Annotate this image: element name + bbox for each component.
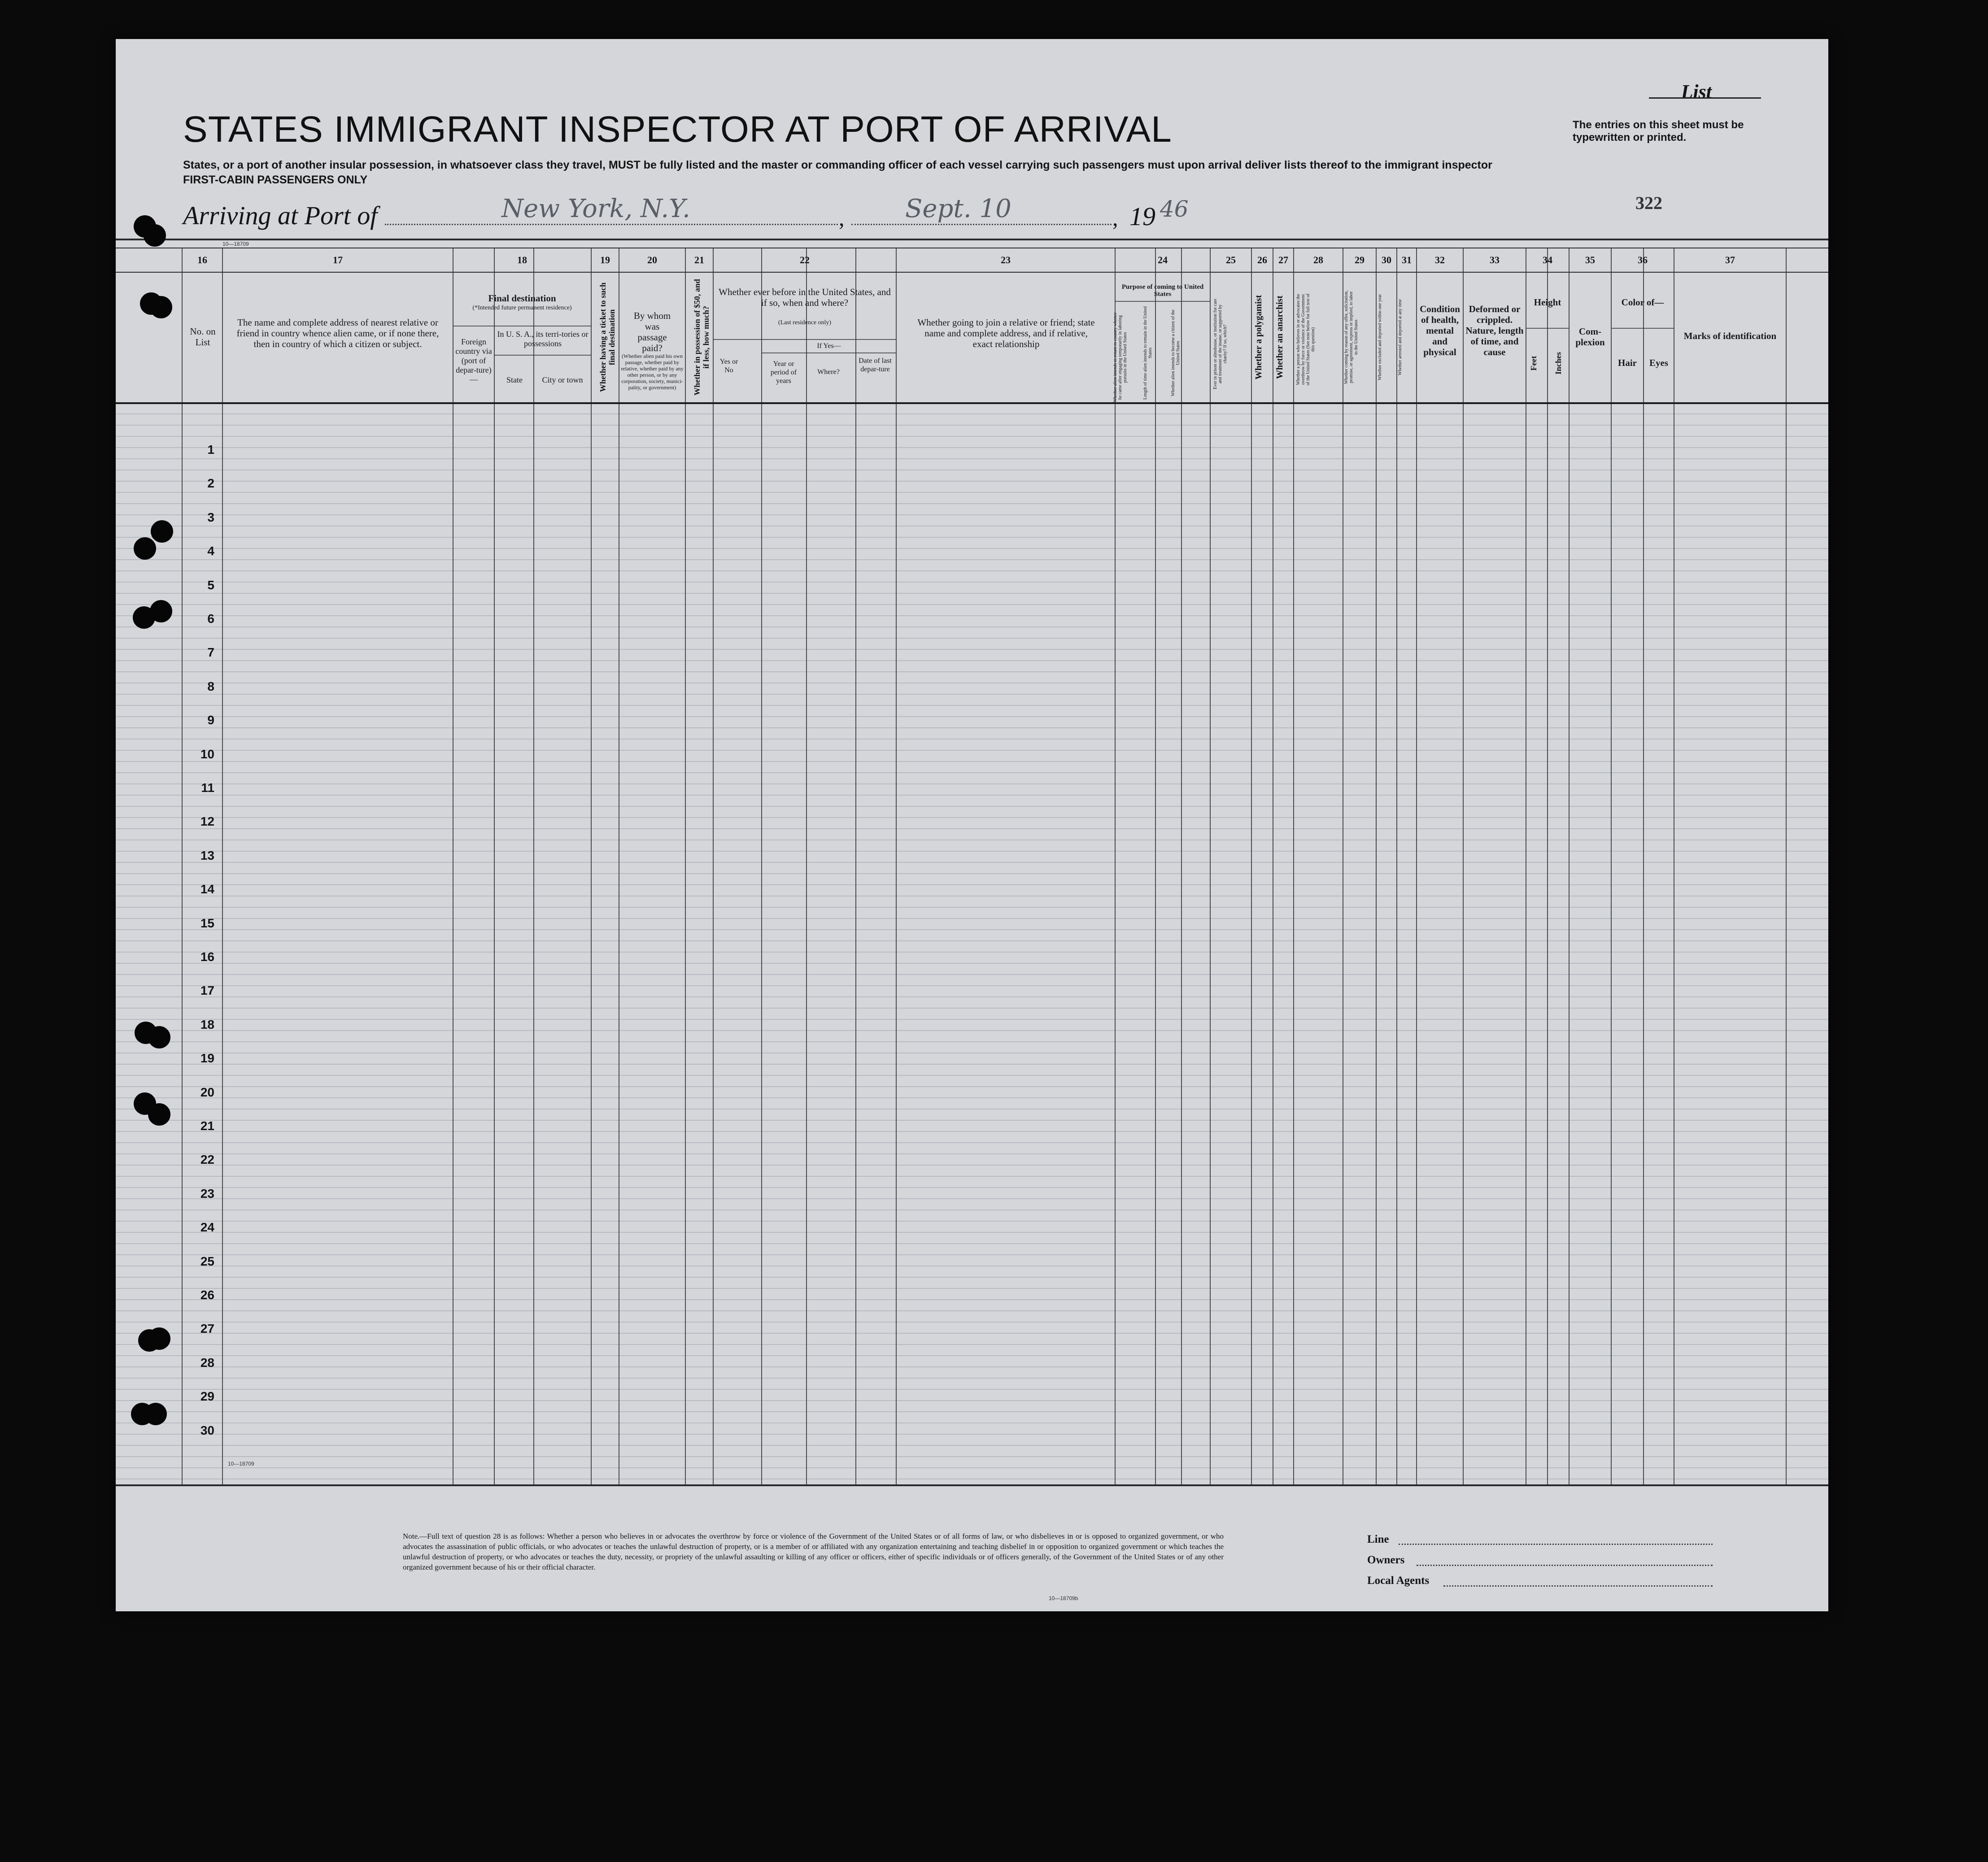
- colnum-17: 17: [333, 254, 343, 265]
- row-number: 6: [207, 612, 214, 626]
- row-number: 7: [207, 645, 214, 659]
- row-number: 16: [200, 950, 214, 964]
- line-fill: [1399, 1544, 1713, 1545]
- year-prefix: 19: [1129, 202, 1155, 231]
- comma-separator: ,: [839, 205, 845, 231]
- header-ever-before-sub: (Last residence only): [778, 319, 832, 326]
- footer-form-code: 10—18709b: [1049, 1595, 1078, 1601]
- header-final-destination-sub: (*Intended future permanent residence): [472, 305, 572, 311]
- row-number: 18: [200, 1018, 214, 1031]
- colnum-28: 28: [1313, 254, 1323, 265]
- row-number: 29: [200, 1389, 214, 1403]
- sheet-number: 322: [1635, 193, 1662, 213]
- header-eyes: Eyes: [1649, 357, 1668, 368]
- colnum-37: 37: [1725, 254, 1735, 265]
- list-label: List: [1681, 81, 1712, 103]
- colnum-20: 20: [647, 254, 657, 265]
- header-purpose-b: Length of time alien intends to remain in the United States: [1143, 306, 1153, 400]
- punch-hole-16: [144, 1403, 167, 1425]
- colnum-22: 22: [800, 254, 810, 265]
- header-nearest-relative: The name and complete address of nearest relative or friend in country whence alien came, or if none there, then in country of which a citizen or subject.: [236, 317, 439, 349]
- manifest-sheet: [116, 39, 1828, 1611]
- owners-fill: [1417, 1565, 1713, 1566]
- form-subtitle: FIRST-CABIN PASSENGERS ONLY: [183, 174, 368, 186]
- header-yes-or-no: Yes or No: [719, 358, 738, 374]
- year-handwritten: 46: [1160, 196, 1189, 222]
- header-color-of: Color of—: [1621, 297, 1664, 308]
- header-purpose-a: Whether alien intends to return to country whence he came after engaging temporarily in laboring pursuits in the United States: [1113, 312, 1128, 403]
- row-number: 12: [200, 814, 214, 828]
- colnum-35: 35: [1585, 254, 1595, 265]
- colnum-26: 26: [1257, 254, 1267, 265]
- colnum-19: 19: [600, 254, 610, 265]
- row-number: 25: [200, 1254, 214, 1268]
- header-state: State: [506, 375, 523, 384]
- row-number: 5: [207, 578, 214, 592]
- form-code-top: 10—18709: [222, 241, 249, 247]
- header-deformed: Deformed or crippled. Nature, length of time, and cause: [1465, 304, 1524, 357]
- header-passage-paid-sub: (Whether alien paid his own passage, whether paid by relative, whether paid by any other person, or by any corporation, society, munici-pality, or government): [621, 353, 684, 391]
- question-28-note: Note.—Full text of question 28 is as follows: Whether a person who believes in or advocates the overthrow by force or violence of the Government of the United States or of all forms of law, or who disbelieves in or is opposed to organized government, or who advocates the assassination of public officials, or who advocates or teaches the unlawful destruction of property, or is a member of or affiliated with any organization entertaining and teaching disbelief in or opposition to organized government or which teaches the unlawful destruction of property, or who advocates or teaches the duty, necessity, or propriety of the unlawful assaulting or killing of any officer or officers, either of specific individuals or of officers generally, of the Government of the United States or of any other organized government because of his or their official character.: [403, 1532, 1224, 1571]
- owners-label: Owners: [1367, 1554, 1405, 1566]
- punch-hole-12: [148, 1103, 170, 1126]
- colnum-30: 30: [1382, 254, 1391, 265]
- header-passage-paid: By whom was passage paid?: [633, 310, 671, 353]
- row-number: 11: [201, 781, 214, 795]
- row-number: 9: [207, 713, 214, 727]
- row-number: 1: [207, 443, 214, 457]
- comma-separator-2: ,: [1112, 205, 1118, 231]
- form-code-bottom: 10—18709: [228, 1461, 254, 1467]
- header-prison: Ever in prison or almshouse, or institution for care and treatment of the insane, or supported by charity? If so, which?: [1213, 299, 1228, 389]
- header-where: Where?: [817, 368, 840, 376]
- header-feet: Feet: [1529, 356, 1538, 371]
- row-number: 4: [207, 544, 214, 558]
- colnum-21: 21: [694, 254, 704, 265]
- colnum-16: 16: [197, 254, 207, 265]
- colnum-23: 23: [1001, 254, 1011, 265]
- punch-hole-5: [151, 520, 173, 543]
- row-number: 2: [207, 476, 214, 490]
- row-number: 28: [200, 1356, 214, 1370]
- header-overthrow: Whether a person who believes in or advocates the overthrow by force or violence of the Government of the United States (See note below for full text of this question): [1296, 293, 1316, 386]
- row-number: 19: [200, 1051, 214, 1065]
- punch-hole-8: [150, 600, 172, 622]
- header-city-town: City or town: [542, 375, 583, 384]
- row-number: 20: [200, 1085, 214, 1099]
- row-number: 10: [200, 747, 214, 761]
- header-ticket: Whether having a ticket to such final destination: [598, 282, 616, 392]
- colnum-25: 25: [1226, 254, 1236, 265]
- row-number: 17: [200, 983, 214, 997]
- header-marks: Marks of identification: [1683, 331, 1777, 341]
- header-final-destination: Final destination: [488, 293, 556, 304]
- header-in-usa: In U. S. A., its terri-tories or possessions: [497, 330, 589, 348]
- colnum-34: 34: [1543, 254, 1552, 265]
- line-label: Line: [1367, 1533, 1389, 1545]
- punch-hole-10: [148, 1026, 170, 1048]
- header-purpose-c: Whether alien intends to become a citizen of the United States: [1171, 309, 1181, 396]
- colnum-33: 33: [1490, 254, 1500, 265]
- header-ever-before: Whether ever before in the United States, and if so, when and where?: [719, 287, 891, 308]
- port-handwritten: New York, N.Y.: [501, 194, 690, 223]
- colnum-24: 24: [1158, 254, 1168, 265]
- row-number: 30: [200, 1423, 214, 1437]
- date-handwritten: Sept. 10: [905, 194, 1011, 223]
- header-if-yes: If Yes—: [817, 342, 841, 350]
- header-labor-offer: Whether coming by reason of any offer, solicitation, promise, or agreement, express or implied, to labor in the United States: [1344, 290, 1359, 384]
- header-period-years: Year or period of years: [770, 360, 797, 385]
- local-agents-label: Local Agents: [1367, 1575, 1430, 1587]
- header-height: Height: [1534, 297, 1561, 308]
- header-purpose: Purpose of coming to United States: [1121, 283, 1204, 298]
- header-complexion: Com-plexion: [1575, 326, 1605, 348]
- header-inches: Inches: [1554, 352, 1563, 375]
- header-condition: Condition of health, mental and physical: [1420, 304, 1460, 357]
- colnum-36: 36: [1638, 254, 1648, 265]
- row-number: 27: [200, 1322, 214, 1336]
- local-agents-fill: [1443, 1585, 1713, 1587]
- header-date-departure: Date of last depar-ture: [859, 357, 892, 373]
- row-number: 23: [200, 1187, 214, 1201]
- header-hair: Hair: [1618, 357, 1637, 368]
- punch-hole-2: [144, 224, 166, 247]
- row-number: 13: [200, 848, 214, 862]
- header-no-on-list: No. on List: [190, 326, 216, 348]
- row-number: 8: [207, 679, 214, 693]
- row-number: 22: [200, 1153, 214, 1166]
- punch-hole-14: [148, 1327, 170, 1350]
- row-number: 3: [207, 510, 214, 524]
- header-excluded: Whether excluded and deported within one year: [1378, 294, 1382, 381]
- arriving-label: Arriving at Port of: [183, 201, 378, 230]
- header-polygamist: Whether a polygamist: [1254, 295, 1264, 380]
- instructions-text: States, or a port of another insular possession, in whatsoever class they travel, MUST be fully listed and the master or commanding officer of each vessel carrying such passengers must upon arrival deliver lists thereof to the immigrant inspector: [183, 159, 1492, 171]
- row-number: 21: [200, 1119, 214, 1133]
- header-foreign-country: Foreign country via (port of depar-ture)—: [455, 337, 492, 384]
- entries-note: The entries on this sheet must be typewritten or printed.: [1573, 119, 1744, 144]
- colnum-32: 32: [1435, 254, 1445, 265]
- header-anarchist: Whether an anarchist: [1275, 296, 1285, 379]
- punch-hole-4: [150, 296, 172, 318]
- colnum-29: 29: [1355, 254, 1365, 265]
- header-arrested: Whether arrested and deported at any time: [1398, 299, 1403, 375]
- punch-hole-6: [134, 537, 156, 560]
- page-title: STATES IMMIGRANT INSPECTOR AT PORT OF ARRIVAL: [183, 109, 1172, 150]
- table-grid: [116, 39, 1828, 1611]
- row-number: 14: [200, 882, 214, 896]
- colnum-27: 27: [1278, 254, 1288, 265]
- colnum-18: 18: [517, 254, 527, 265]
- row-number: 24: [200, 1220, 214, 1234]
- header-join-relative: Whether going to join a relative or friend; state name and complete address, and if relative, exact relationship: [917, 317, 1095, 349]
- row-number: 26: [200, 1288, 214, 1302]
- header-possession-50: Whether in possession of $50, and if less, how much?: [693, 279, 711, 396]
- row-number: 15: [200, 916, 214, 930]
- colnum-31: 31: [1402, 254, 1412, 265]
